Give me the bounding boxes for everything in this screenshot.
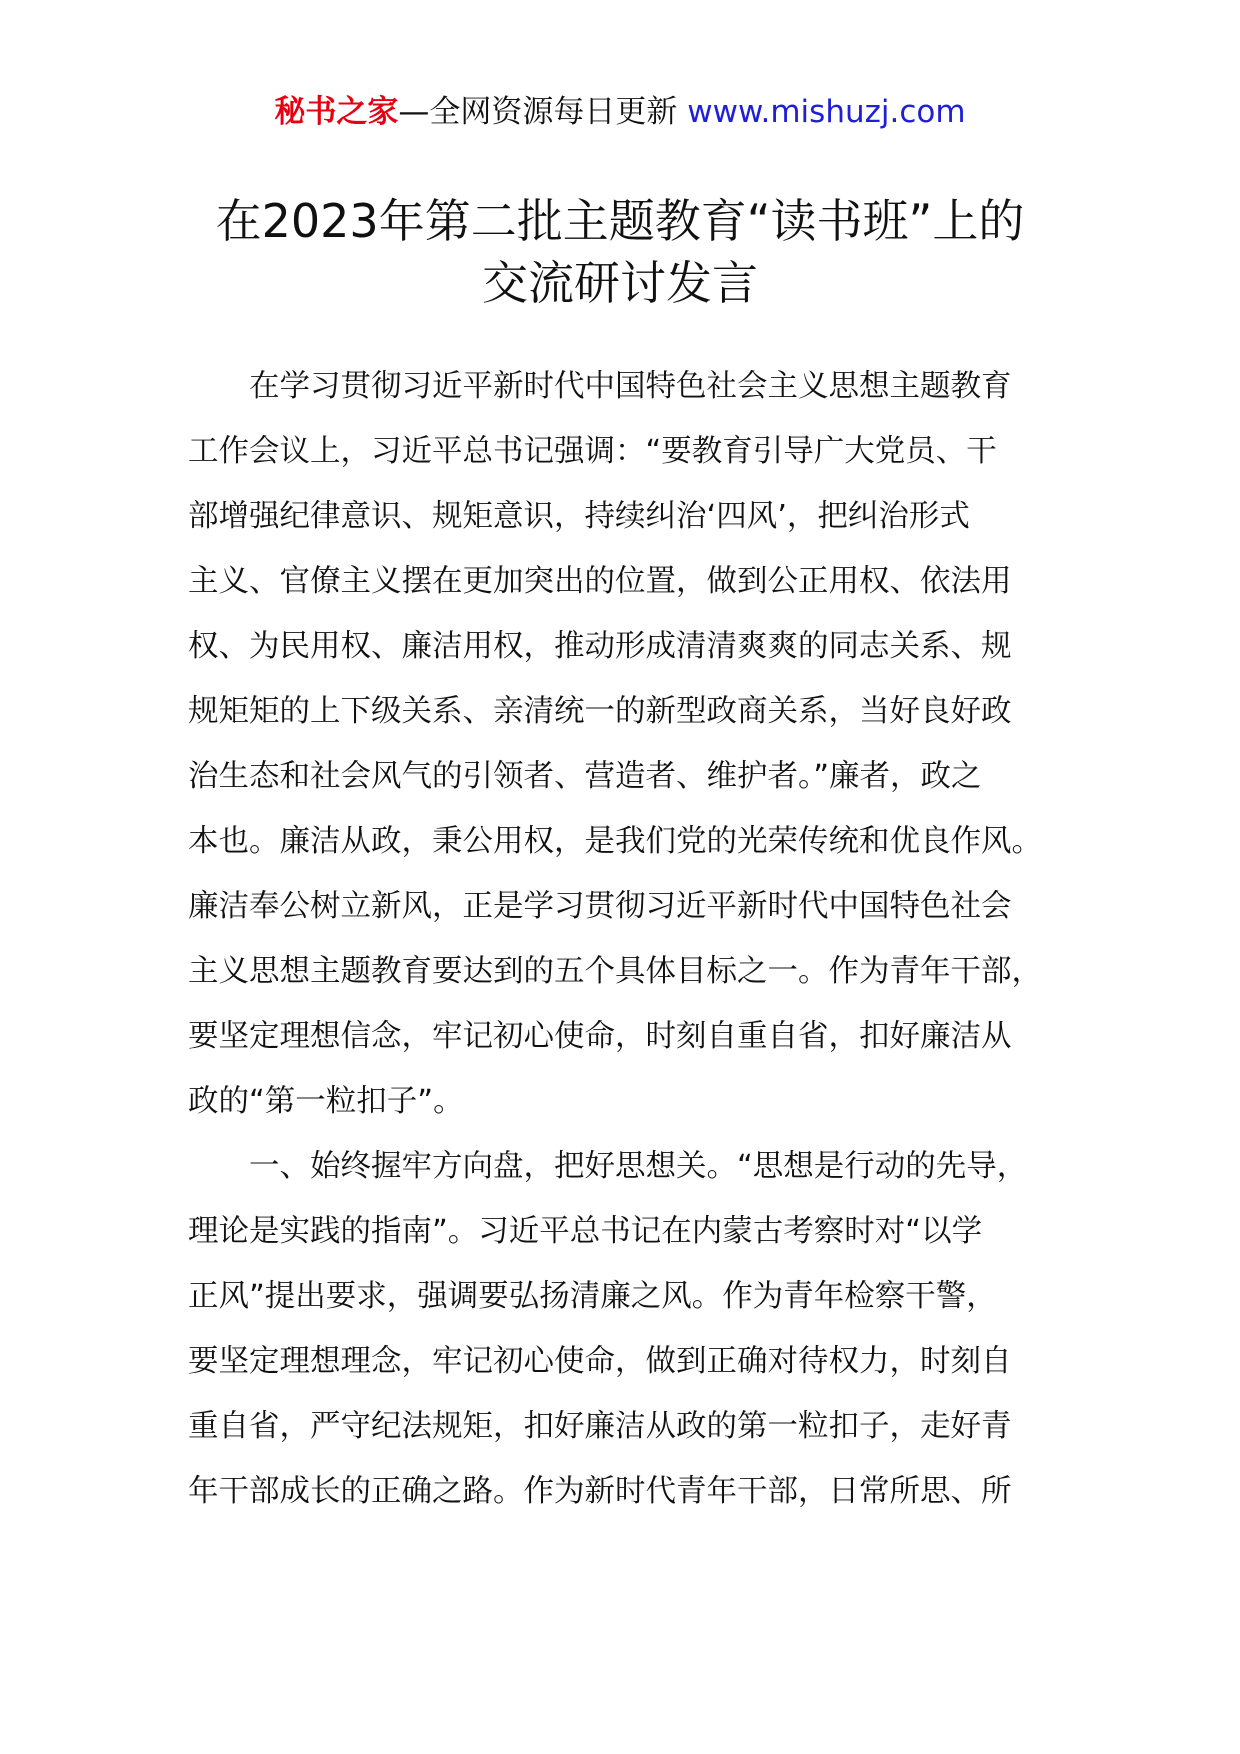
- title-line: 在2023年第二批主题教育“读书班”上的: [215, 194, 1025, 248]
- body-line: 权、为民用权、廉洁用权，推动形成清清爽爽的同志关系、规: [188, 629, 1012, 664]
- body-line: 政的“第一粒扣子”。: [188, 1084, 464, 1119]
- site-url-link[interactable]: www.mishuzj.com: [687, 94, 966, 130]
- header-tagline: —全网资源每日更新: [398, 94, 678, 130]
- body-line: 正风”提出要求，强调要弘扬清廉之风。作为青年检察干警，: [188, 1279, 997, 1314]
- document-title: [150, 190, 1090, 314]
- body-line: 部增强纪律意识、规矩意识，持续纠治‘四风’，把纠治形式: [188, 499, 970, 534]
- body-line: 主义、官僚主义摆在更加突出的位置，做到公正用权、依法用: [188, 564, 1012, 599]
- body-line: 年干部成长的正确之路。作为新时代青年干部，日常所思、所: [188, 1474, 1012, 1509]
- body-line: 在学习贯彻习近平新时代中国特色社会主义思想主题教育: [188, 369, 1012, 404]
- body-line: 治生态和社会风气的引领者、营造者、维护者。”廉者，政之: [188, 759, 982, 794]
- body-line: 规矩矩的上下级关系、亲清统一的新型政商关系，当好良好政: [188, 694, 1012, 729]
- body-line: 主义思想主题教育要达到的五个具体目标之一。作为青年干部，: [188, 954, 1042, 989]
- site-header: [0, 92, 1240, 132]
- body-line: 重自省，严守纪法规矩，扣好廉洁从政的第一粒扣子，走好青: [188, 1409, 1012, 1444]
- body-line: 本也。廉洁从政，秉公用权，是我们党的光荣传统和优良作风。: [188, 824, 1042, 859]
- body-line: 理论是实践的指南”。习近平总书记在内蒙古考察时对“以学: [188, 1214, 983, 1249]
- body-line: 要坚定理想信念，牢记初心使命，时刻自重自省，扣好廉洁从: [188, 1019, 1012, 1054]
- brand-name: 秘书之家: [274, 94, 399, 130]
- body-line: 廉洁奉公树立新风，正是学习贯彻习近平新时代中国特色社会: [188, 889, 1012, 924]
- body-line: 工作会议上，习近平总书记强调：“要教育引导广大党员、干: [188, 434, 997, 469]
- body-line: 要坚定理想理念，牢记初心使命，做到正确对待权力，时刻自: [188, 1344, 1012, 1379]
- document-body: [188, 354, 1068, 1524]
- title-line: 交流研讨发言: [482, 256, 758, 310]
- body-line: 一、始终握牢方向盘，把好思想关。“思想是行动的先导，: [188, 1149, 1028, 1184]
